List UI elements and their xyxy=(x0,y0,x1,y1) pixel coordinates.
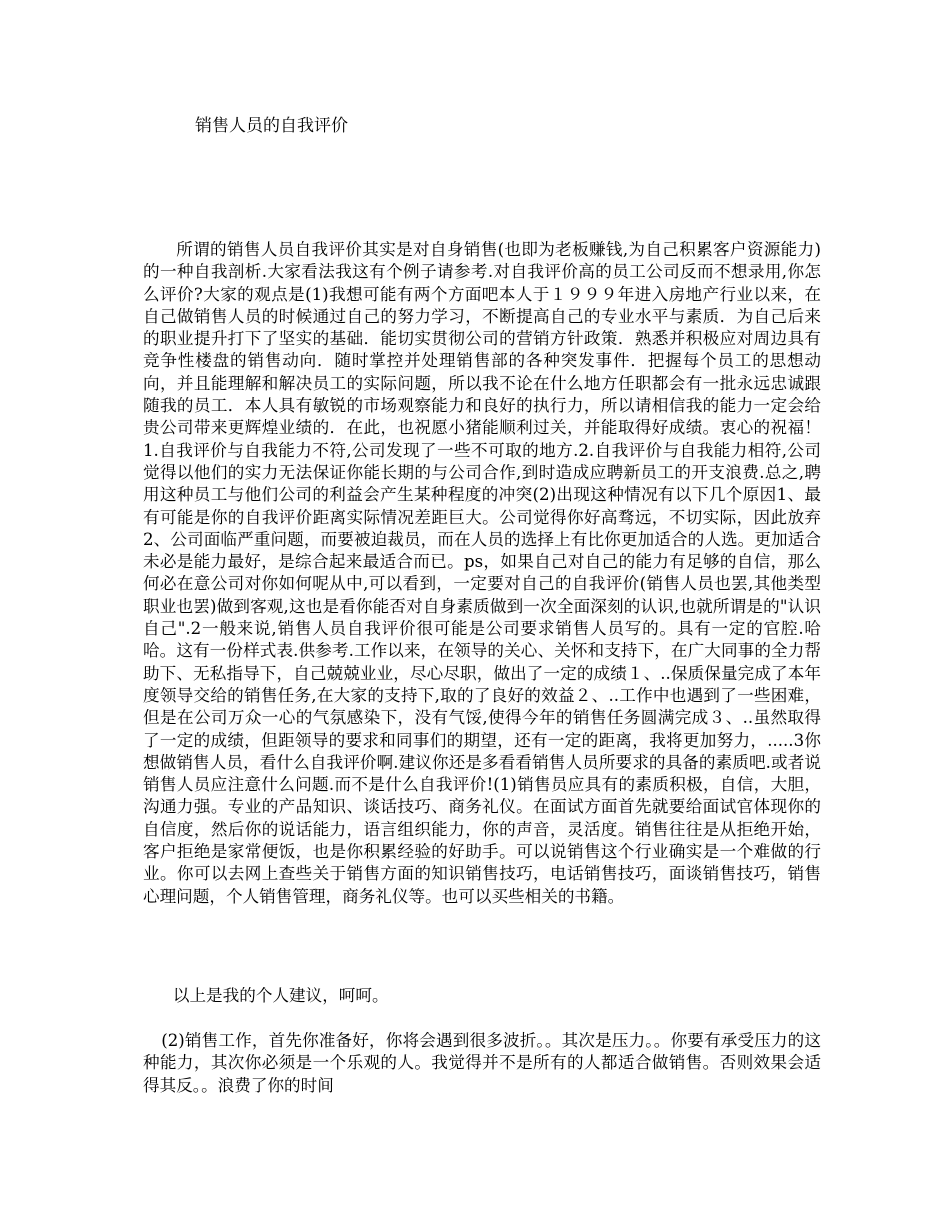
body-paragraph-main: 所谓的销售人员自我评价其实是对自身销售(也即为老板赚钱,为自己积累客户资源能力)的一种自我剖析.大家看法我这有个例子请参考.对自我评价高的员工公司反而不想录用,你怎么评价?大家的观点是(1)我想可能有两个方面吧本人于１９９９年进入房地产行业以来，在自己做销售人员的时候通过自己的努力学习，不断提高自己的专业水平与素质．为自己后来的职业提升打下了坚实的基础．能切实贯彻公司的营销方针政策．熟悉并积极应对周边具有竞争性楼盘的销售动向．随时掌控并处理销售部的各种突发事件．把握每个员工的思想动向，并且能理解和解决员工的实际问题，所以我不论在什么地方任职都会有一批永远忠诚跟随我的员工．本人具有敏锐的市场观察能力和良好的执行力，所以请相信我的能力一定会给贵公司带来更辉煌业绩的．在此，也祝愿小猪能顺利过关，并能取得好成绩。衷心的祝福！1.自我评价与自我能力不符,公司发现了一些不可取的地方.2.自我评价与自我能力相符,公司觉得以他们的实力无法保证你能长期的与公司合作,到时造成应聘新员工的开支浪费.总之,聘用这种员工与他们公司的利益会产生某种程度的冲突(2)出现这种情况有以下几个原因1、最有可能是你的自我评价距离实际情况差距巨大。公司觉得你好高骛远，不切实际，因此放弃2、公司面临严重问题，而要被迫裁员，而在人员的选择上有比你更加适合的人选。更加适合未必是能力最好，是综合起来最适合而已。ps，如果自己对自己的能力有足够的自信，那么何必在意公司对你如何呢从中,可以看到，一定要对自己的自我评价(销售人员也罢,其他类型职业也罢)做到客观,这也是看你能否对自身素质做到一次全面深刻的认识,也就所谓是的"认识自己".2一般来说,销售人员自我评价很可能是公司要求销售人员写的。具有一定的官腔.哈哈。这有一份样式表.供参考.工作以来，在领导的关心、关怀和支持下，在广大同事的全力帮助下、无私指导下，自己兢兢业业，尽心尽职，做出了一定的成绩１、..保质保量完成了本年度领导交给的销售任务,在大家的支持下,取的了良好的效益２、..工作中也遇到了一些困难，但是在公司万众一心的气氛感染下，没有气馁,使得今年的销售任务圆满完成３、..虽然取得了一定的成绩，但距领导的要求和同事们的期望，还有一定的距离，我将更加努力，.....3你想做销售人员，看什么自我评价啊.建议你还是多看看销售人员所要求的具备的素质吧.或者说销售人员应注意什么问题.而不是什么自我评价!(1)销售员应具有的素质积极，自信，大胆，沟通力强。专业的产品知识、谈话技巧、商务礼仪。在面试方面首先就要给面试官体现你的自信度，然后你的说话能力，语言组织能力，你的声音，灵活度。销售往往是从拒绝开始，客户拒绝是家常便饭，也是你积累经验的好助手。可以说销售这个行业确实是一个难做的行业。你可以去网上查些关于销售方面的知识销售技巧，电话销售技巧，面谈销售技巧，销售心理问题，个人销售管理，商务礼仪等。也可以买些相关的书籍。 xyxy=(143,240,821,906)
body-paragraph-advice: 以上是我的个人建议，呵呵。 xyxy=(172,986,389,1005)
body-paragraph-sales-work: (2)销售工作，首先你准备好，你将会遇到很多波折。。其次是压力。。你要有承受压力的这种能力，其次你必须是一个乐观的人。我觉得并不是所有的人都适合做销售。否则效果会适得其反。。浪费了你的时间 xyxy=(143,1031,821,1095)
document-title: 销售人员的自我评价 xyxy=(195,116,348,136)
